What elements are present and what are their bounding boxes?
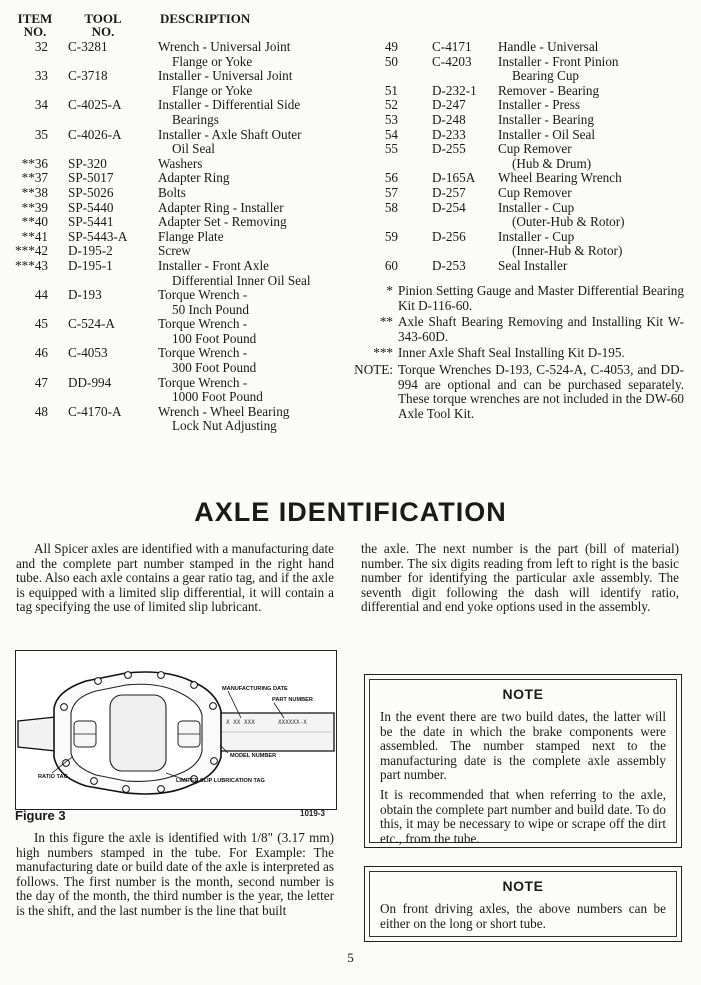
description-line: Installer - Front Axle — [158, 257, 269, 273]
description-line: Installer - Universal Joint — [158, 68, 293, 84]
item-number: **41 — [21, 228, 48, 244]
description-continuation: Differential Inner Oil Seal — [172, 272, 311, 288]
item-number: 60 — [384, 257, 398, 273]
header-tool-line1: TOOL — [84, 11, 122, 26]
tool-description — [158, 259, 311, 288]
description-line: Adapter Ring — [158, 170, 230, 186]
table-row — [0, 171, 345, 186]
table-row — [0, 157, 345, 172]
item-number: 54 — [384, 126, 398, 142]
tool-number: C-4026-A — [68, 126, 122, 142]
description-line: Cup Remover — [498, 141, 572, 157]
stamp-part-text: XXXXXX-X — [278, 719, 307, 726]
section-title: AXLE IDENTIFICATION — [194, 497, 507, 527]
tool-description — [498, 259, 567, 274]
note-box-2 — [364, 866, 682, 942]
parts-table-right — [366, 40, 696, 274]
tool-description — [158, 186, 186, 201]
label-model-number: MODEL NUMBER — [230, 753, 277, 759]
tool-description — [158, 288, 249, 317]
item-number: 47 — [34, 374, 48, 390]
description-continuation: (Hub & Drum) — [512, 155, 592, 171]
description-line: Wrench - Universal Joint — [158, 39, 291, 54]
table-row — [366, 113, 696, 128]
item-number: ***43 — [15, 257, 48, 273]
table-row — [366, 171, 696, 186]
description-line: Adapter Ring - Installer — [158, 199, 284, 215]
description-continuation: Oil Seal — [172, 141, 215, 157]
footnote — [352, 363, 684, 421]
item-number: 50 — [384, 53, 398, 69]
item-number: **39 — [21, 199, 48, 215]
description-line: Cup Remover — [498, 184, 572, 200]
left-axle-tube — [18, 717, 56, 751]
item-number: 53 — [384, 111, 398, 127]
table-row — [0, 346, 345, 375]
tool-description — [498, 186, 572, 201]
table-row — [366, 55, 696, 84]
table-row — [366, 142, 696, 171]
description-line: Torque Wrench - — [158, 287, 248, 303]
item-number: 44 — [34, 287, 48, 303]
description-line: Installer - Bearing — [498, 111, 594, 127]
tool-number: C-4170-A — [68, 403, 122, 419]
table-row — [0, 259, 345, 288]
footnote-text: Axle Shaft Bearing Removing and Installing Kit W-343-60D. — [398, 314, 684, 344]
tool-number: C-3718 — [68, 68, 108, 84]
tool-description — [498, 171, 622, 186]
tool-number: C-4053 — [68, 345, 108, 361]
tool-number: DD-994 — [68, 374, 112, 390]
description-continuation: Flange or Yoke — [172, 53, 253, 69]
header-tool-no — [78, 12, 128, 38]
table-row — [366, 40, 696, 55]
tool-number: D-248 — [432, 111, 466, 127]
item-number: 48 — [34, 403, 48, 419]
figure-caption: Figure 3 — [15, 808, 66, 823]
table-row — [366, 201, 696, 230]
tool-description — [158, 98, 300, 127]
tool-description — [158, 201, 284, 216]
description-continuation: Flange or Yoke — [172, 82, 253, 98]
description-line: Installer - Axle Shaft Outer — [158, 126, 302, 142]
tool-description — [498, 201, 625, 230]
tool-description — [498, 40, 598, 55]
label-manufacturing-date: MANUFACTURING DATE — [222, 686, 288, 692]
item-number: **40 — [21, 214, 48, 230]
table-row — [0, 69, 345, 98]
description-line: Torque Wrench - — [158, 316, 248, 332]
table-row — [0, 244, 345, 259]
tool-number: D-256 — [432, 228, 466, 244]
description-continuation: 300 Foot Pound — [172, 360, 257, 376]
description-line: Installer - Cup — [498, 199, 575, 215]
item-number: 58 — [384, 199, 398, 215]
item-number: 52 — [384, 97, 398, 113]
table-row — [366, 259, 696, 274]
tool-number: C-524-A — [68, 316, 115, 332]
label-part-number: PART NUMBER — [272, 697, 313, 703]
tool-number: C-4025-A — [68, 97, 122, 113]
description-line: Torque Wrench - — [158, 374, 248, 390]
footnote-mark: *** — [373, 345, 393, 361]
axle-diagram — [16, 651, 335, 808]
tool-number: D-232-1 — [432, 82, 477, 98]
stamp-date-text: X XX XXX — [226, 719, 255, 726]
tool-description — [158, 376, 263, 405]
header-item-line1: ITEM — [17, 11, 53, 26]
note-title-1: NOTE — [502, 686, 544, 702]
tool-number: D-165A — [432, 170, 476, 186]
tool-description — [498, 113, 594, 128]
tool-number: C-4171 — [432, 39, 472, 54]
table-row — [0, 186, 345, 201]
description-line: Flange Plate — [158, 228, 224, 244]
item-number: 32 — [34, 39, 48, 54]
table-row — [366, 84, 696, 99]
item-number: 57 — [384, 184, 398, 200]
description-line: Wrench - Wheel Bearing — [158, 403, 290, 419]
description-continuation: (Outer-Hub & Rotor) — [512, 214, 625, 230]
item-number: 45 — [34, 316, 48, 332]
description-line: Installer - Front Pinion — [498, 53, 619, 69]
item-number: 51 — [384, 82, 398, 98]
description-continuation: (Inner-Hub & Rotor) — [512, 243, 623, 259]
table-row — [0, 40, 345, 69]
description-line: Washers — [158, 155, 203, 171]
tool-number: D-257 — [432, 184, 466, 200]
table-row — [366, 128, 696, 143]
footnote — [352, 284, 684, 313]
description-line: Adapter Set - Removing — [158, 214, 287, 230]
table-row — [366, 230, 696, 259]
tool-number: SP-5026 — [68, 184, 114, 200]
tool-number: D-254 — [432, 199, 466, 215]
description-line: Screw — [158, 243, 191, 259]
tool-description — [498, 84, 599, 99]
page-number: 5 — [347, 950, 354, 965]
tool-description — [158, 171, 229, 186]
description-continuation: Bearings — [172, 111, 219, 127]
footnote-mark: NOTE: — [354, 361, 393, 377]
header-item-no — [14, 12, 56, 38]
tool-number: D-253 — [432, 257, 466, 273]
header-item-line2: NO. — [23, 24, 47, 39]
note-1-paragraph-2: It is recommended that when referring to the axle, obtain the complete part number and build date. To do this, it may be necessary to wipe or scrape off the dirt etc., from the tube. — [380, 786, 666, 846]
axle-figure — [15, 650, 337, 810]
tool-number: SP-5441 — [68, 214, 114, 230]
footnote-mark: * — [386, 283, 393, 298]
item-number: 33 — [34, 68, 48, 84]
item-number: **36 — [21, 155, 48, 171]
table-row — [0, 215, 345, 230]
table-row — [0, 128, 345, 157]
tool-description — [158, 317, 256, 346]
tool-number: D-233 — [432, 126, 466, 142]
table-row — [366, 98, 696, 113]
description-line: Bolts — [158, 184, 186, 200]
table-row — [0, 288, 345, 317]
description-line: Torque Wrench - — [158, 345, 248, 361]
item-number: 35 — [34, 126, 48, 142]
tool-number: SP-5017 — [68, 170, 114, 186]
table-row — [0, 405, 345, 434]
intro-paragraph-left: All Spicer axles are identified with a manufacturing date and the complete part number stamped in the right hand tube. Also each axle contains a gear ratio tag, and if the axle is equipped with a limited slip differential, it will contain a tag specifying the use of limited slip lubricant. — [16, 541, 334, 615]
tool-description — [158, 244, 191, 259]
tool-description — [158, 69, 292, 98]
label-limited-slip-tag: LIMITED SLIP LUBRICATION TAG — [176, 778, 265, 784]
item-number: 46 — [34, 345, 48, 361]
item-number: 56 — [384, 170, 398, 186]
item-number: **38 — [21, 184, 48, 200]
tool-number: SP-320 — [68, 155, 107, 171]
footnote — [352, 315, 684, 344]
tool-number: D-247 — [432, 97, 466, 113]
tool-description — [498, 142, 591, 171]
tool-description — [498, 98, 580, 113]
description-line: Handle - Universal — [498, 39, 599, 54]
item-number: 49 — [384, 39, 398, 54]
intro-paragraph-right: the axle. The next number is the part (bill of material) number. The six digits reading from left to right is the basic number for identifying the particular axle assembly. The seventh digit following the dash will identify ratio, differential and end yoke options used in the assembly. — [361, 541, 679, 615]
label-ratio-tag: RATIO TAG — [38, 774, 68, 780]
description-line: Installer - Press — [498, 97, 581, 113]
table-row — [0, 376, 345, 405]
tool-number: SP-5440 — [68, 199, 114, 215]
tool-description — [158, 230, 224, 245]
tool-number: D-195-2 — [68, 243, 113, 259]
description-line: Remover - Bearing — [498, 82, 600, 98]
figure-code: 1019-3 — [300, 809, 325, 818]
description-continuation: Lock Nut Adjusting — [172, 418, 277, 434]
item-number: **37 — [21, 170, 48, 186]
note-1-paragraph-1: In the event there are two build dates, the latter will be the date in which the brake components were assembled. The number stamped next to the manufacturing date is the complete axle assembly part number. — [380, 709, 666, 783]
tool-number: C-3281 — [68, 39, 108, 54]
note-title-2: NOTE — [502, 878, 544, 894]
table-row — [0, 98, 345, 127]
footnote-text: Torque Wrenches D-193, C-524-A, C-4053, and DD-994 are optional and can be purchased separately. These torque wrenches are not included in the DW-60 Axle Tool Kit. — [398, 361, 684, 421]
description-line: Installer - Cup — [498, 228, 575, 244]
footnote-text: Inner Axle Shaft Seal Installing Kit D-195. — [398, 345, 625, 361]
tool-description — [158, 157, 202, 172]
tool-number: D-255 — [432, 141, 466, 157]
tool-number: C-4203 — [432, 53, 472, 69]
table-row — [0, 230, 345, 245]
header-description: DESCRIPTION — [160, 11, 251, 26]
tool-description — [158, 405, 289, 434]
tool-description — [158, 40, 290, 69]
footnote-mark: ** — [379, 314, 393, 330]
table-row — [0, 317, 345, 346]
table-row — [366, 186, 696, 201]
tool-number: SP-5443-A — [68, 228, 128, 244]
header-tool-line2: NO. — [91, 24, 115, 39]
tool-description — [158, 128, 302, 157]
tool-description — [498, 55, 619, 84]
item-number: 59 — [384, 228, 398, 244]
note-2-paragraph-1: On front driving axles, the above numbers can be either on the long or short tube. — [380, 901, 666, 931]
description-line: Installer - Differential Side — [158, 97, 301, 113]
description-continuation: 100 Foot Pound — [172, 330, 257, 346]
note-box-1 — [364, 674, 682, 848]
item-number: 55 — [384, 141, 398, 157]
footnote — [352, 346, 684, 361]
tool-description — [158, 215, 287, 230]
item-number: 34 — [34, 97, 48, 113]
description-line: Installer - Oil Seal — [498, 126, 596, 142]
item-number: ***42 — [15, 243, 48, 259]
footnotes — [352, 284, 684, 423]
tool-description — [158, 346, 256, 375]
table-row — [0, 201, 345, 216]
tool-number: D-195-1 — [68, 257, 113, 273]
description-line: Seal Installer — [498, 257, 568, 273]
parts-table-left — [0, 40, 345, 434]
tool-description — [498, 128, 595, 143]
tool-description — [498, 230, 622, 259]
figure-paragraph: In this figure the axle is identified with 1/8" (3.17 mm) high numbers stamped in the tube. For Example: The manufacturing date or build date of the axle is interpreted as follows. The first number is the month, second number is the day of the month, the third number is the year, the letter is the shift, and the last number is the line that built — [16, 830, 334, 918]
footnote-text: Pinion Setting Gauge and Master Differential Bearing Kit D-116-60. — [398, 283, 684, 313]
tool-number: D-193 — [68, 287, 102, 303]
description-continuation: 50 Inch Pound — [172, 301, 249, 317]
description-continuation: Bearing Cup — [512, 68, 580, 84]
description-line: Wheel Bearing Wrench — [498, 170, 622, 186]
description-continuation: 1000 Foot Pound — [172, 389, 263, 405]
